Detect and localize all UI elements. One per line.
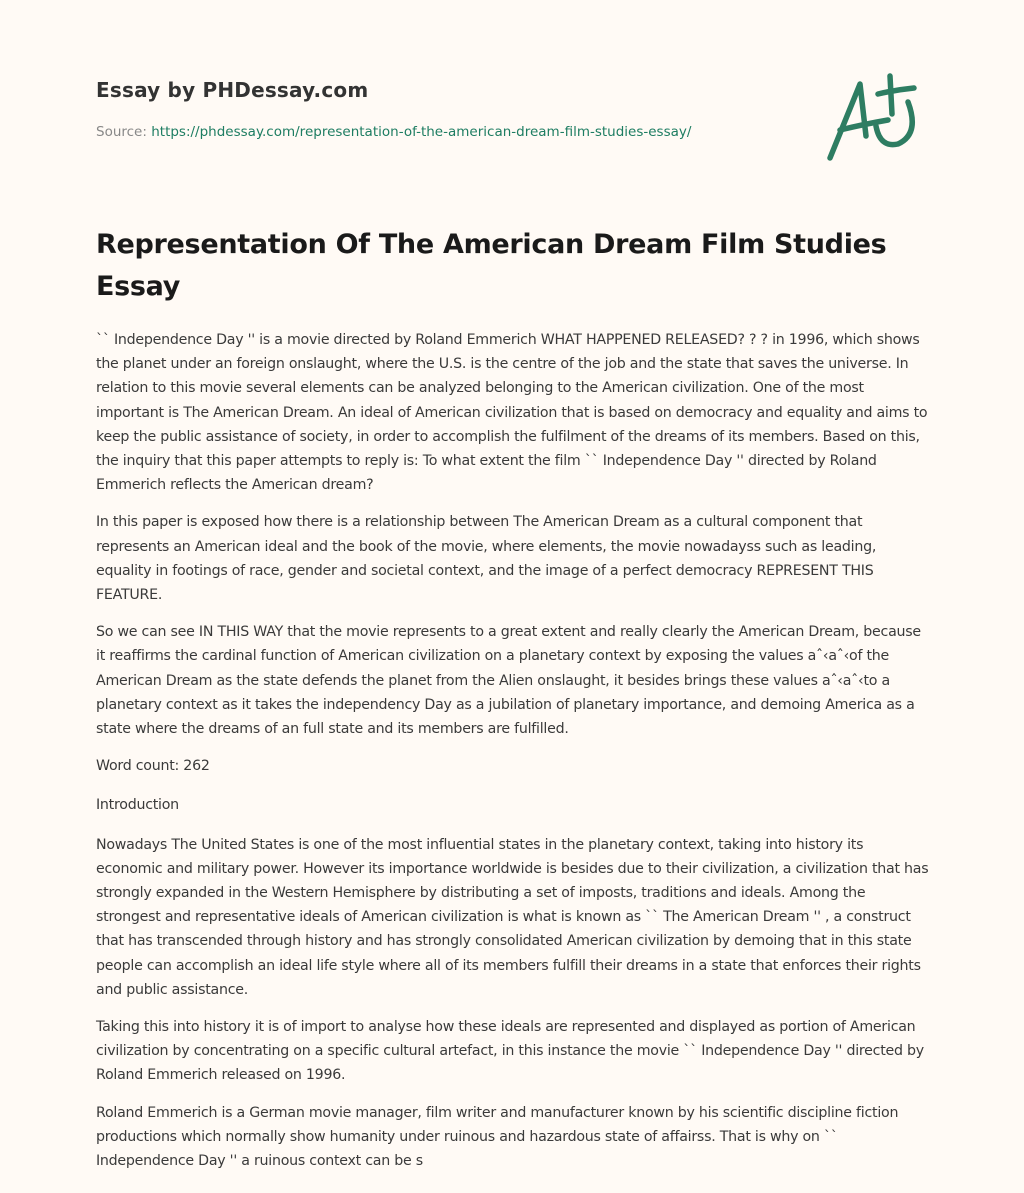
- essay-body: [96, 328, 932, 1186]
- essay-paragraph: `` Independence Day '' is a movie directed by Roland Emmerich WHAT HAPPENED RELEASED? ? ? in 1996, which shows the planet under an foreign onslaught, where the U.S. is the centre of the job and the state that saves the universe. In relation to this movie several elements can be analyzed belonging to the American civilization. One of the most important is The American Dream. An ideal of American civilization that is based on democracy and equality and aims to keep the public assistance of society, in order to accomplish the fulfilment of the dreams of its members. Based on this, the inquiry that this paper attempts to reply is: To what extent the film `` Independence Day '' directed by Roland Emmerich reflects the American dream?: [96, 332, 928, 494]
- page-header: [96, 76, 816, 142]
- section-heading-introduction: Introduction: [96, 797, 179, 814]
- essay-paragraph: In this paper is exposed how there is a relationship between The American Dream as a cultural component that represents an American ideal and the book of the movie, where elements, the movie nowadayss such as leading, equality in footings of race, gender and societal context, and the image of a perfect democracy REPRESENT THIS FEATURE.: [96, 514, 877, 604]
- essay-title: Representation Of The American Dream Film Studies Essay: [96, 229, 887, 302]
- a-plus-grade-icon: [820, 66, 930, 166]
- brand-title: Essay by PHDessay.com: [96, 78, 369, 102]
- source-line: [96, 122, 816, 142]
- source-label: Source:: [96, 124, 152, 140]
- source-link[interactable]: https://phdessay.com/representation-of-the-american-dream-film-studies-essay/: [151, 124, 692, 140]
- word-count: Word count: 262: [96, 758, 210, 775]
- essay-paragraph: Taking this into history it is of import to analyse how these ideals are represented and displayed as portion of American civilization by concentrating on a specific cultural artefact, in this instance the movie `` Independence Day '' directed by Roland Emmerich released on 1996.: [96, 1019, 924, 1084]
- essay-paragraph: Roland Emmerich is a German movie manager, film writer and manufacturer known by his scientific discipline fiction productions which normally show humanity under ruinous and hazardous state of affairss. That is why on `` Independence Day '' a ruinous context can be s: [96, 1104, 899, 1170]
- essay-paragraph: Nowadays The United States is one of the most influential states in the planetary context, taking into history its economic and military power. However its importance worldwide is besides due to their civilization, a civilization that has strongly expanded in the Western Hemisphere by distributing a set of imposts, traditions and ideals. Among the strongest and representative ideals of American civilization is what is known as `` The American Dream '' , a construct that has transcended through history and has strongly consolidated American civilization by demoing that in this state people can accomplish an ideal life style where all of its members fulfill their dreams in a state that enforces their rights and public assistance.: [96, 836, 929, 998]
- essay-paragraph: So we can see IN THIS WAY that the movie represents to a great extent and really clearly the American Dream, because it reaffirms the cardinal function of American civilization on a planetary context by exposing the values aˆ‹aˆ‹of the American Dream as the state defends the planet from the Alien onslaught, it besides brings these values aˆ‹aˆ‹to a planetary context as it takes the independency Day as a jubilation of planetary importance, and demoing America as a state where the dreams of an full state and its members are fulfilled.: [96, 624, 921, 738]
